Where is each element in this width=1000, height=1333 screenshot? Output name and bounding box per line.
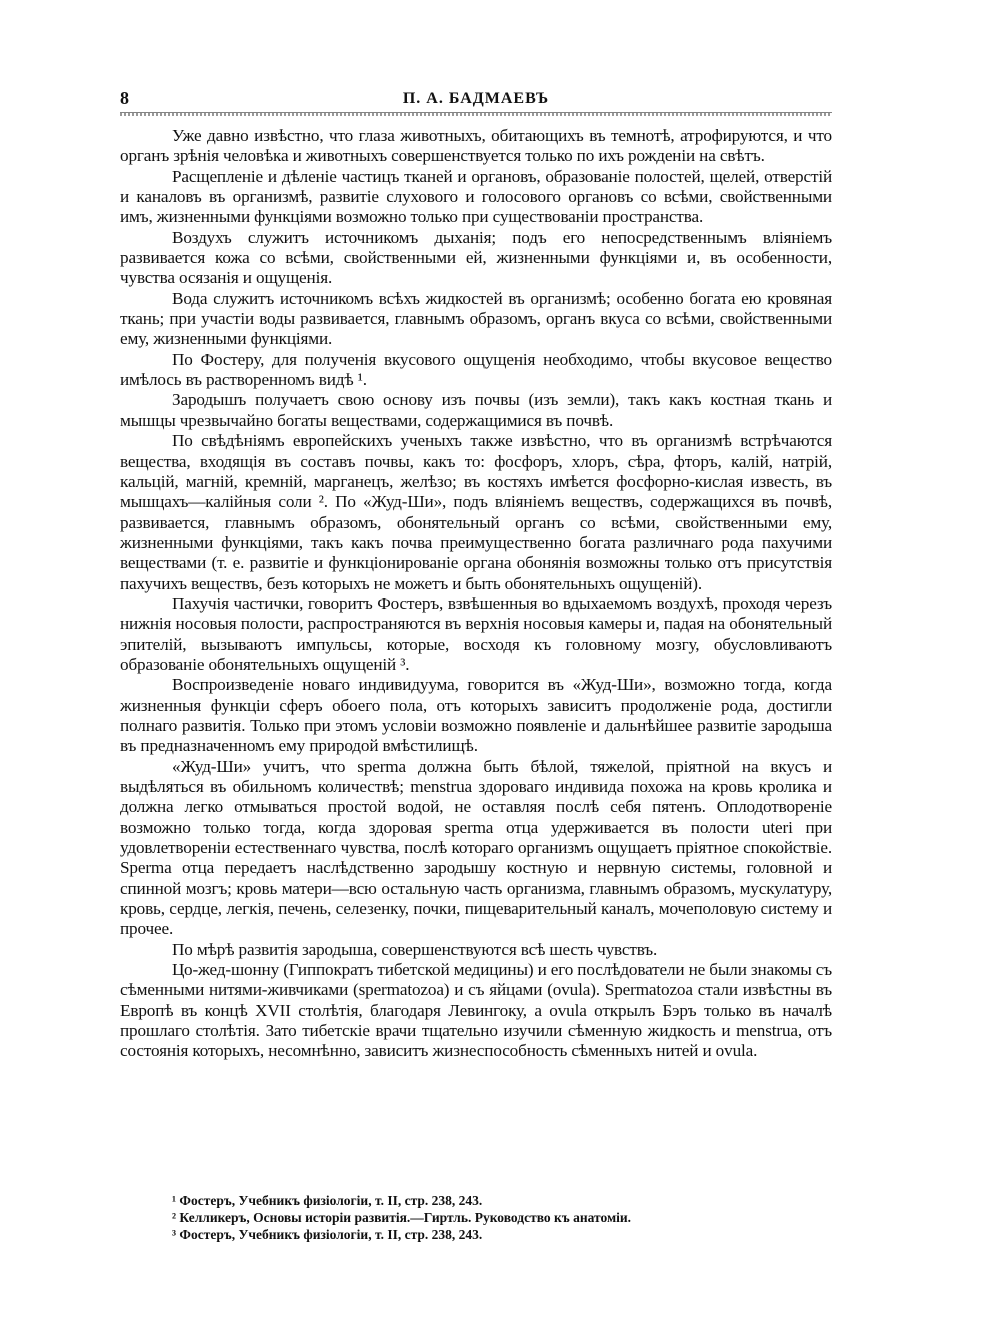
paragraph: «Жуд-Ши» учитъ, что sperma должна быть бѣлой, тяжелой, пріятной на вкусъ и выдѣляться въ обильномъ количествѣ; menstrua здороваго индивида похожа на кровь кролика и должна легко отмываться простой водой, не оставляя послѣ себя пятенъ. Оплодотвореніе возможно только тогда, когда здоровая sperma отца удерживается въ полости uteri при удовлетвореніи естественнаго чувства, послѣ котораго организмъ ощущаетъ пріятное спокойствіе. Sperma отца передаетъ наслѣдственно зародышу костную и нервную системы, головной и спинной мозгъ; кровь матери—всю остальную часть организма, главнымъ образомъ, мускулатуру, кровь, сердце, легкія, печень, селезенку, почки, пищеварительный каналъ, мочеполовую систему и прочее.	[120, 756, 832, 939]
page-number: 8	[120, 88, 129, 108]
paragraph: По Фостеру, для полученія вкусового ощущенія необходимо, чтобы вкусовое вещество имѣлось въ растворенномъ видѣ ¹.	[120, 349, 832, 390]
paragraph: Уже давно извѣстно, что глаза животныхъ, обитающихъ въ темнотѣ, атрофируются, и что органъ зрѣнія человѣка и животныхъ совершенствуется только по ихъ рожденіи на свѣтъ.	[120, 126, 832, 166]
paragraph: Цо-жед-шонну (Гиппократъ тибетской медицины) и его послѣдователи не были знакомы съ сѣменными нитями-живчиками (spermatozoa) и съ яйцами (ovula). Spermatozoa стали извѣстны въ Европѣ въ концѣ XVII столѣтія, благодаря Левингоку, а ovula открылъ Бэръ только въ началѣ прошлаго столѣтія. Зато тибетскіе врачи тщательно изучили сѣменную жидкость и menstrua, отъ состоянія которыхъ, несомнѣнно, зависитъ жизнеспособность сѣменныхъ нитей и ovula.	[120, 960, 832, 1061]
running-head: П. А. БАДМАЕВЪ	[402, 90, 550, 107]
paragraph: Пахучія частички, говоритъ Фостеръ, взвѣшенныя во вдыхаемомъ воздухѣ, проходя черезъ нижнія носовыя полости, распространяются въ верхнія носовыя камеры и, падая на обонятельный эпителій, вызываютъ импульсы, которые, восходя къ головному мозгу, обусловливаютъ образованіе обонятельныхъ ощущеній ³.	[120, 593, 832, 674]
footnote-1: ¹ Фостеръ, Учебникъ физіологіи, т. II, стр. 238, 243.	[172, 1193, 483, 1208]
paragraph: Воспроизведеніе новаго индивидуума, говорится въ «Жуд-Ши», возможно тогда, когда жизненныя функціи сферъ обоего пола, отъ которыхъ зависитъ продолженіе рода, достигли полнаго развитія. Только при этомъ условіи возможно появленіе и дальнѣйшее развитіе зародыша въ предназначенномъ ему природой вмѣстилищѣ.	[120, 675, 832, 756]
header-rule	[120, 112, 832, 116]
footnote-2: ² Келликеръ, Основы исторіи развитія.—Гиртль. Руководство къ анатоміи.	[172, 1210, 632, 1225]
paragraph: Вода служитъ источникомъ всѣхъ жидкостей въ организмѣ; особенно богата ею кровяная ткань; при участіи воды развивается, главнымъ образомъ, органъ вкуса со всѣми, свойственными ему, жизненными функціями.	[120, 288, 832, 349]
paragraph: По мѣрѣ развитія зародыша, совершенствуются всѣ шесть чувствъ.	[172, 939, 658, 959]
footnotes	[172, 1192, 812, 1243]
page-header	[120, 88, 832, 112]
paragraph: По свѣдѣніямъ европейскихъ ученыхъ также извѣстно, что въ организмѣ встрѣчаются вещества, входящія въ составъ почвы, какъ то: фосфоръ, хлоръ, сѣра, фторъ, калій, натрій, кальцій, магній, кремній, марганецъ, желѣзо; въ костяхъ имѣется фосфорно-кислая известь, въ мышцахъ—калійныя соли ². По «Жуд-Ши», подъ вліяніемъ веществъ, содержащихся въ почвѣ, развивается, главнымъ образомъ, обонятельный органъ со всѣми, свойственными ему, жизненными функціями, такъ какъ почва преимущественно богата различнаго рода пахучими веществами (т. е. развитіе и функціонированіе органа обонянія возможны только отъ присутствія пахучихъ веществъ, безъ которыхъ не можетъ и быть обонятельныхъ ощущеній).	[120, 431, 832, 593]
footnote-3: ³ Фостеръ, Учебникъ физіологіи, т. II, стр. 238, 243.	[172, 1227, 483, 1242]
paragraph: Зародышъ получаетъ свою основу изъ почвы (изъ земли), такъ какъ костная ткань и мышцы чрезвычайно богаты веществами, содержащимися въ почвѣ.	[120, 390, 832, 430]
paragraph: Расщепленіе и дѣленіе частицъ тканей и органовъ, образованіе полостей, щелей, отверстій и каналовъ въ организмѣ, развитіе слухового и голосового органовъ со всѣми, свойственными имъ, жизненными функціями возможно только при существованіи пространства.	[120, 166, 832, 227]
paragraph: Воздухъ служитъ источникомъ дыханія; подъ его непосредственнымъ вліяніемъ развивается кожа со всѣми, свойственными ей, жизненными функціями и, въ особенности, чувства осязанія и ощущенія.	[120, 227, 832, 288]
body-text	[120, 126, 832, 1062]
